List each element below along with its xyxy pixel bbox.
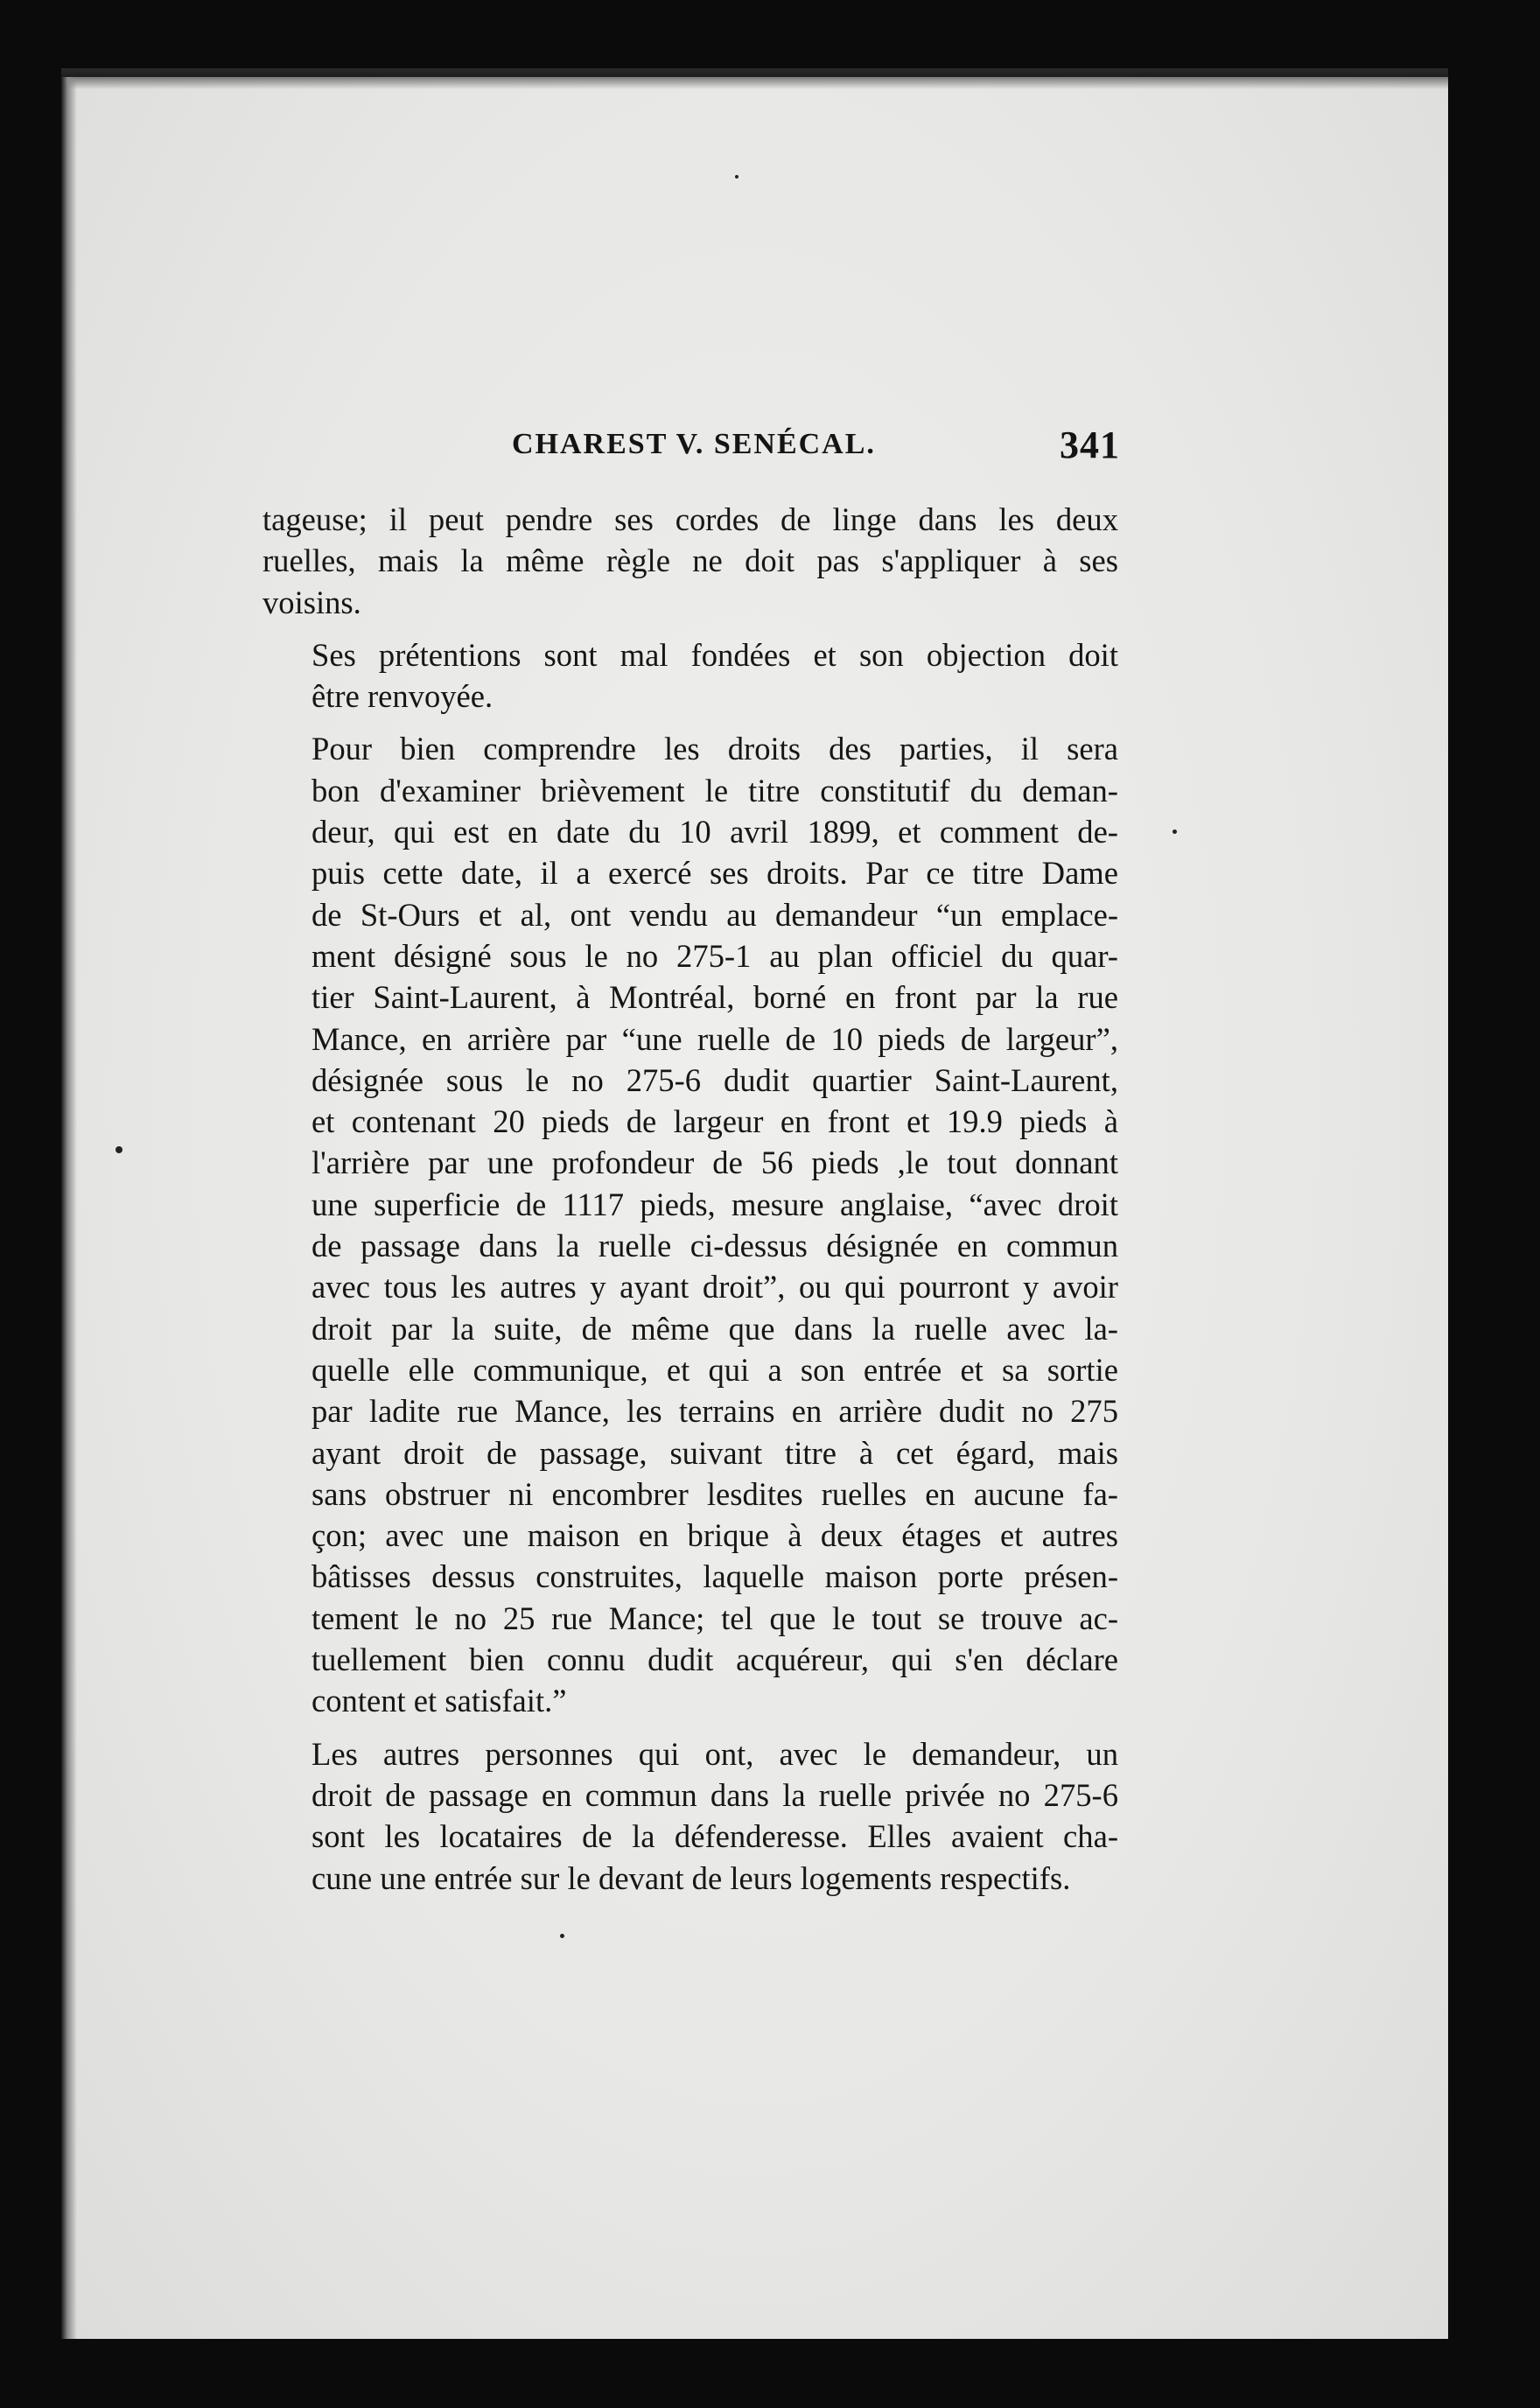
text-line: puis cette date, il a exercé ses droits. Par ce titre Dame — [312, 855, 1118, 892]
text-line: tuellement bien connu dudit acquéreur, qui s'en déclare — [312, 1642, 1118, 1678]
text-line: tier Saint-Laurent, à Montréal, borné en front par la rue — [312, 979, 1118, 1016]
text-line: bâtisses dessus construites, laquelle maison porte présen- — [312, 1558, 1118, 1595]
scan-speck — [116, 1146, 122, 1153]
text-line: sont les locataires de la défenderesse. Elles avaient cha- — [312, 1818, 1118, 1855]
text-line: çon; avec une maison en brique à deux étages et autres — [312, 1517, 1118, 1554]
text-line: content et satisfait.” — [312, 1683, 567, 1719]
scan-speck — [560, 1934, 564, 1938]
text-line: quelle elle communique, et qui a son entrée et sa sortie — [312, 1351, 1118, 1388]
text-line: de passage dans la ruelle ci-dessus désignée en commun — [312, 1228, 1118, 1264]
page-top-shadow — [61, 68, 1448, 89]
text-line: deur, qui est en date du 10 avril 1899, et comment de- — [312, 814, 1118, 850]
text-line: par ladite rue Mance, les terrains en arrière dudit no 275 — [312, 1393, 1118, 1430]
text-line: Pour bien comprendre les droits des parties, il sera — [312, 731, 1118, 767]
text-line: voisins. — [262, 584, 361, 620]
text-line: droit par la suite, de même que dans la ruelle avec la- — [312, 1310, 1118, 1347]
page-header — [262, 423, 1120, 475]
text-line: tageuse; il peut pendre ses cordes de linge dans les deux — [262, 501, 1118, 537]
text-line: ayant droit de passage, suivant titre à cet égard, mais — [312, 1434, 1118, 1471]
text-line: tement le no 25 rue Mance; tel que le tout se trouve ac- — [312, 1600, 1118, 1636]
text-line: Mance, en arrière par “une ruelle de 10 pieds de largeur”, — [312, 1020, 1118, 1057]
paragraph — [262, 499, 1118, 623]
text-line: être renvoyée. — [312, 678, 494, 715]
text-line: désignée sous le no 275-6 dudit quartier Saint-Laurent, — [312, 1061, 1118, 1098]
text-line: droit de passage en commun dans la ruelle privée no 275-6 — [312, 1776, 1118, 1813]
text-line: une superficie de 1117 pieds, mesure anglaise, “avec droit — [312, 1186, 1118, 1222]
text-line: bon d'examiner brièvement le titre constitutif du deman- — [312, 772, 1118, 808]
text-line: Ses prétentions sont mal fondées et son objection doit — [312, 636, 1118, 673]
body-text — [262, 499, 1118, 1899]
text-line: l'arrière par une profondeur de 56 pieds ,le tout donnant — [312, 1144, 1118, 1181]
page-number: 341 — [1060, 424, 1120, 466]
paragraph — [262, 728, 1118, 1721]
text-line: cune une entrée sur le devant de leurs logements respectifs. — [312, 1859, 1071, 1896]
text-line: et contenant 20 pieds de largeur en front et 19.9 pieds à — [312, 1103, 1118, 1140]
text-line: ruelles, mais la même règle ne doit pas s'appliquer à ses — [262, 542, 1118, 579]
text-line: ment désigné sous le no 275-1 au plan officiel du quar- — [312, 937, 1118, 974]
paragraph — [262, 634, 1118, 718]
text-line: de St-Ours et al, ont vendu au demandeur “un emplace- — [312, 896, 1118, 933]
text-line: Les autres personnes qui ont, avec le demandeur, un — [312, 1735, 1118, 1772]
page-binding-edge — [61, 77, 77, 2339]
text-line: sans obstruer ni encombrer lesdites ruelles en aucune fa- — [312, 1475, 1118, 1512]
text-line: avec tous les autres y ayant droit”, ou qui pourront y avoir — [312, 1269, 1118, 1306]
scan-speck — [1172, 830, 1177, 834]
paragraph — [262, 1733, 1118, 1899]
running-title: CHAREST V. SENÉCAL. — [512, 428, 876, 460]
scan-speck — [735, 175, 738, 178]
